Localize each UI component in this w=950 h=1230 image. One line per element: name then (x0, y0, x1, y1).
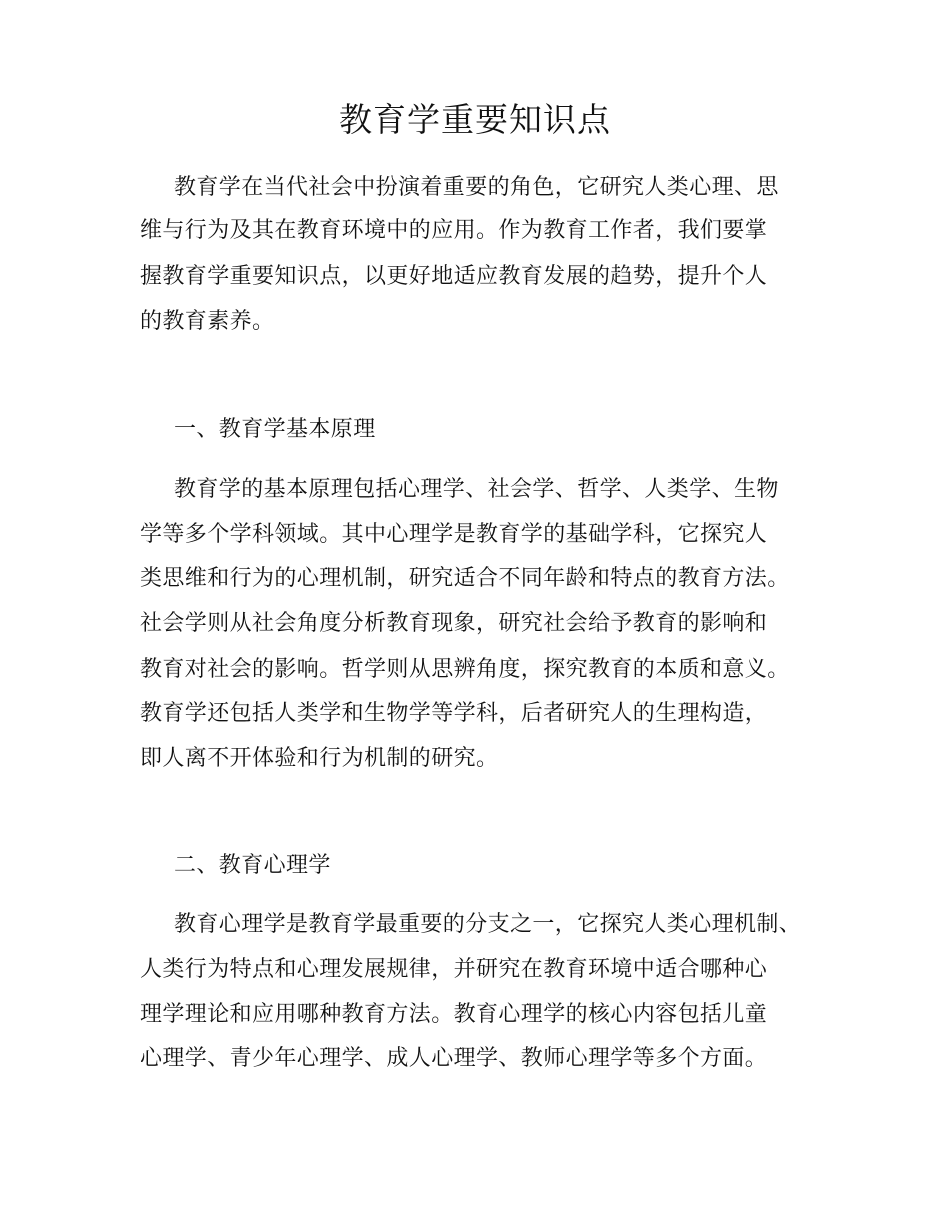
paragraph-line: 类思维和行为的心理机制，研究适合不同年龄和特点的教育方法。 (140, 566, 790, 591)
paragraph-line: 教育对社会的影响。哲学则从思辨角度，探究教育的本质和意义。 (140, 657, 790, 682)
paragraph-line: 维与行为及其在教育环境中的应用。作为教育工作者，我们要掌 (140, 218, 768, 243)
paragraph-line: 教育学在当代社会中扮演着重要的角色，它研究人类心理、思 (174, 175, 779, 200)
paragraph-line: 教育心理学是教育学最重要的分支之一，它探究人类心理机制、 (174, 912, 802, 937)
paragraph-line: 的教育素养。 (140, 309, 275, 334)
section-heading-2: 二、教育心理学 (174, 853, 331, 878)
paragraph-line: 理学理论和应用哪种教育方法。教育心理学的核心内容包括儿童 (140, 1002, 768, 1027)
paragraph-line: 学等多个学科领域。其中心理学是教育学的基础学科，它探究人 (140, 522, 768, 547)
paragraph-line: 握教育学重要知识点，以更好地适应教育发展的趋势，提升个人 (140, 264, 768, 289)
paragraph-line: 即人离不开体验和行为机制的研究。 (140, 746, 499, 771)
paragraph-line: 社会学则从社会角度分析教育现象，研究社会给予教育的影响和 (140, 611, 768, 636)
section-heading-1: 一、教育学基本原理 (174, 417, 376, 442)
paragraph-line: 心理学、青少年心理学、成人心理学、教师心理学等多个方面。 (140, 1046, 768, 1071)
paragraph-line: 人类行为特点和心理发展规律，并研究在教育环境中适合哪种心 (140, 957, 768, 982)
document-title: 教育学重要知识点 (339, 100, 611, 139)
paragraph-line: 教育学的基本原理包括心理学、社会学、哲学、人类学、生物 (174, 477, 779, 502)
paragraph-line: 教育学还包括人类学和生物学等学科，后者研究人的生理构造， (140, 701, 768, 726)
